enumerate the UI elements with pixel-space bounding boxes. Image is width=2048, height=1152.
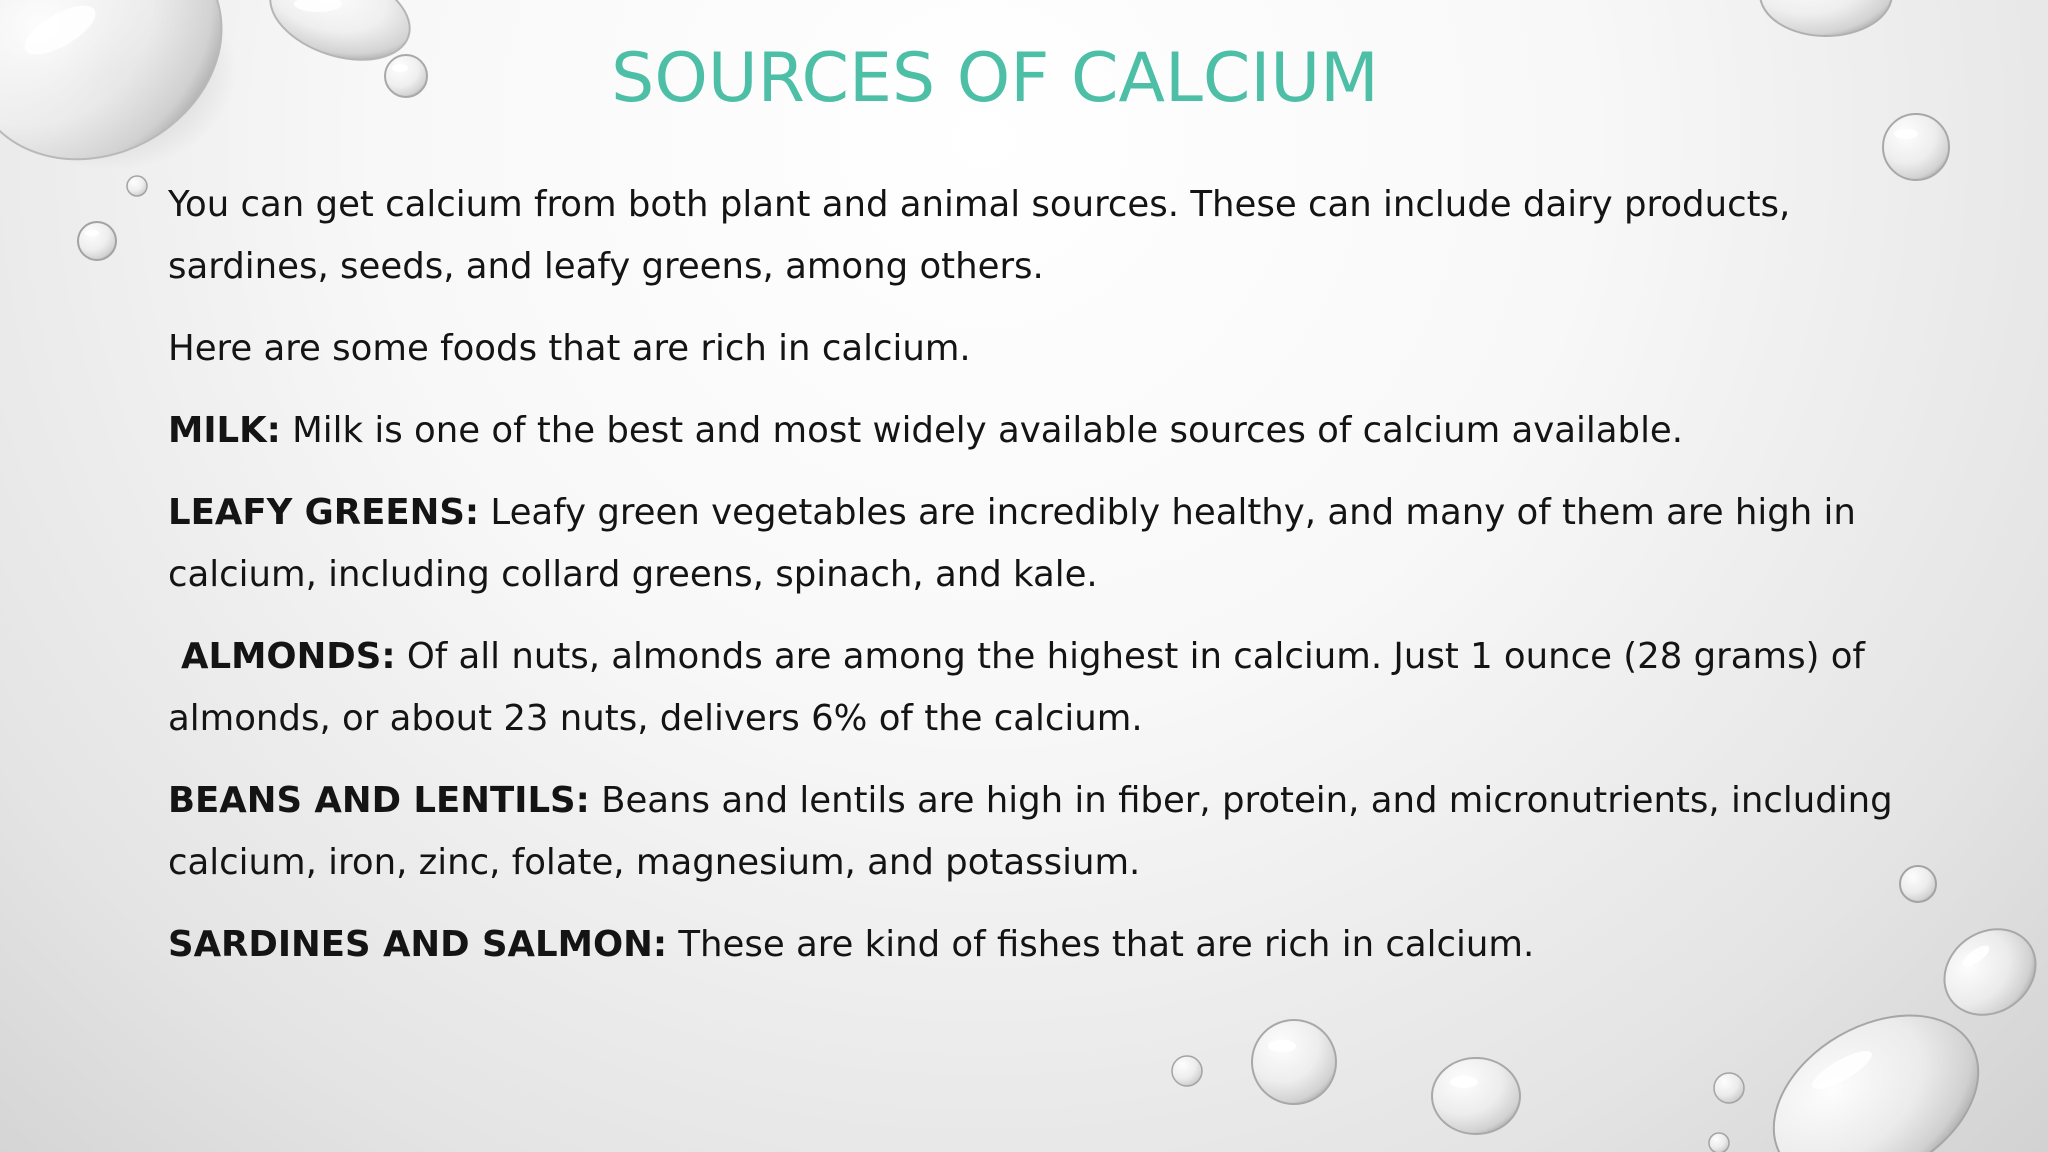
food-term: BEANS AND LENTILS: bbox=[168, 780, 590, 821]
food-term: SARDINES AND SALMON: bbox=[168, 924, 668, 965]
food-term: MILK: bbox=[168, 410, 281, 451]
droplet-bottom-center-medium bbox=[1432, 1058, 1520, 1134]
droplet-right-medium bbox=[1883, 114, 1949, 180]
droplet-bottom-tiny bbox=[1709, 1073, 1744, 1152]
droplet-left-tiny-1 bbox=[127, 176, 147, 196]
lead-in-paragraph: Here are some foods that are rich in calcium. bbox=[168, 328, 971, 369]
droplet-bottom-center-small bbox=[1172, 1056, 1202, 1086]
droplet-bottom-right-large bbox=[1928, 912, 2048, 1033]
food-item-leafy-greens bbox=[168, 482, 1898, 606]
food-description: Leafy green vegetables are incredibly healthy, and many of them are high in calcium, including collard greens, spinach, and kale. bbox=[168, 492, 1856, 595]
slide-body bbox=[168, 174, 1898, 996]
food-description: These are kind of fishes that are rich in calcium. bbox=[667, 924, 1535, 965]
food-item-almonds bbox=[168, 626, 1898, 750]
slide-title: SOURCES OF CALCIUM bbox=[611, 39, 1379, 118]
food-description: Milk is one of the best and most widely available sources of calcium available. bbox=[280, 410, 1684, 451]
intro-paragraph: You can get calcium from both plant and animal sources. These can include dairy products, sardines, seeds, and leafy greens, among others. bbox=[168, 184, 1791, 287]
food-item-beans-and-lentils bbox=[168, 770, 1898, 894]
droplet-top-right-large bbox=[1760, 0, 1892, 36]
food-item-sardines-and-salmon bbox=[168, 914, 1898, 976]
droplet-bottom-center-round bbox=[1252, 1020, 1336, 1104]
food-description: Beans and lentils are high in fiber, protein, and micronutrients, including calcium, iron, zinc, folate, magnesium, and potassium. bbox=[168, 780, 1893, 883]
food-term: ALMONDS: bbox=[181, 636, 396, 677]
food-description: Of all nuts, almonds are among the highest in calcium. Just 1 ounce (28 grams) of almonds, or about 23 nuts, delivers 6% of the calcium. bbox=[168, 636, 1865, 739]
droplet-left-tiny-2 bbox=[78, 222, 116, 260]
droplet-right-small bbox=[1900, 866, 1936, 902]
food-item-milk bbox=[168, 400, 1898, 462]
food-term: LEAFY GREENS: bbox=[168, 492, 480, 533]
